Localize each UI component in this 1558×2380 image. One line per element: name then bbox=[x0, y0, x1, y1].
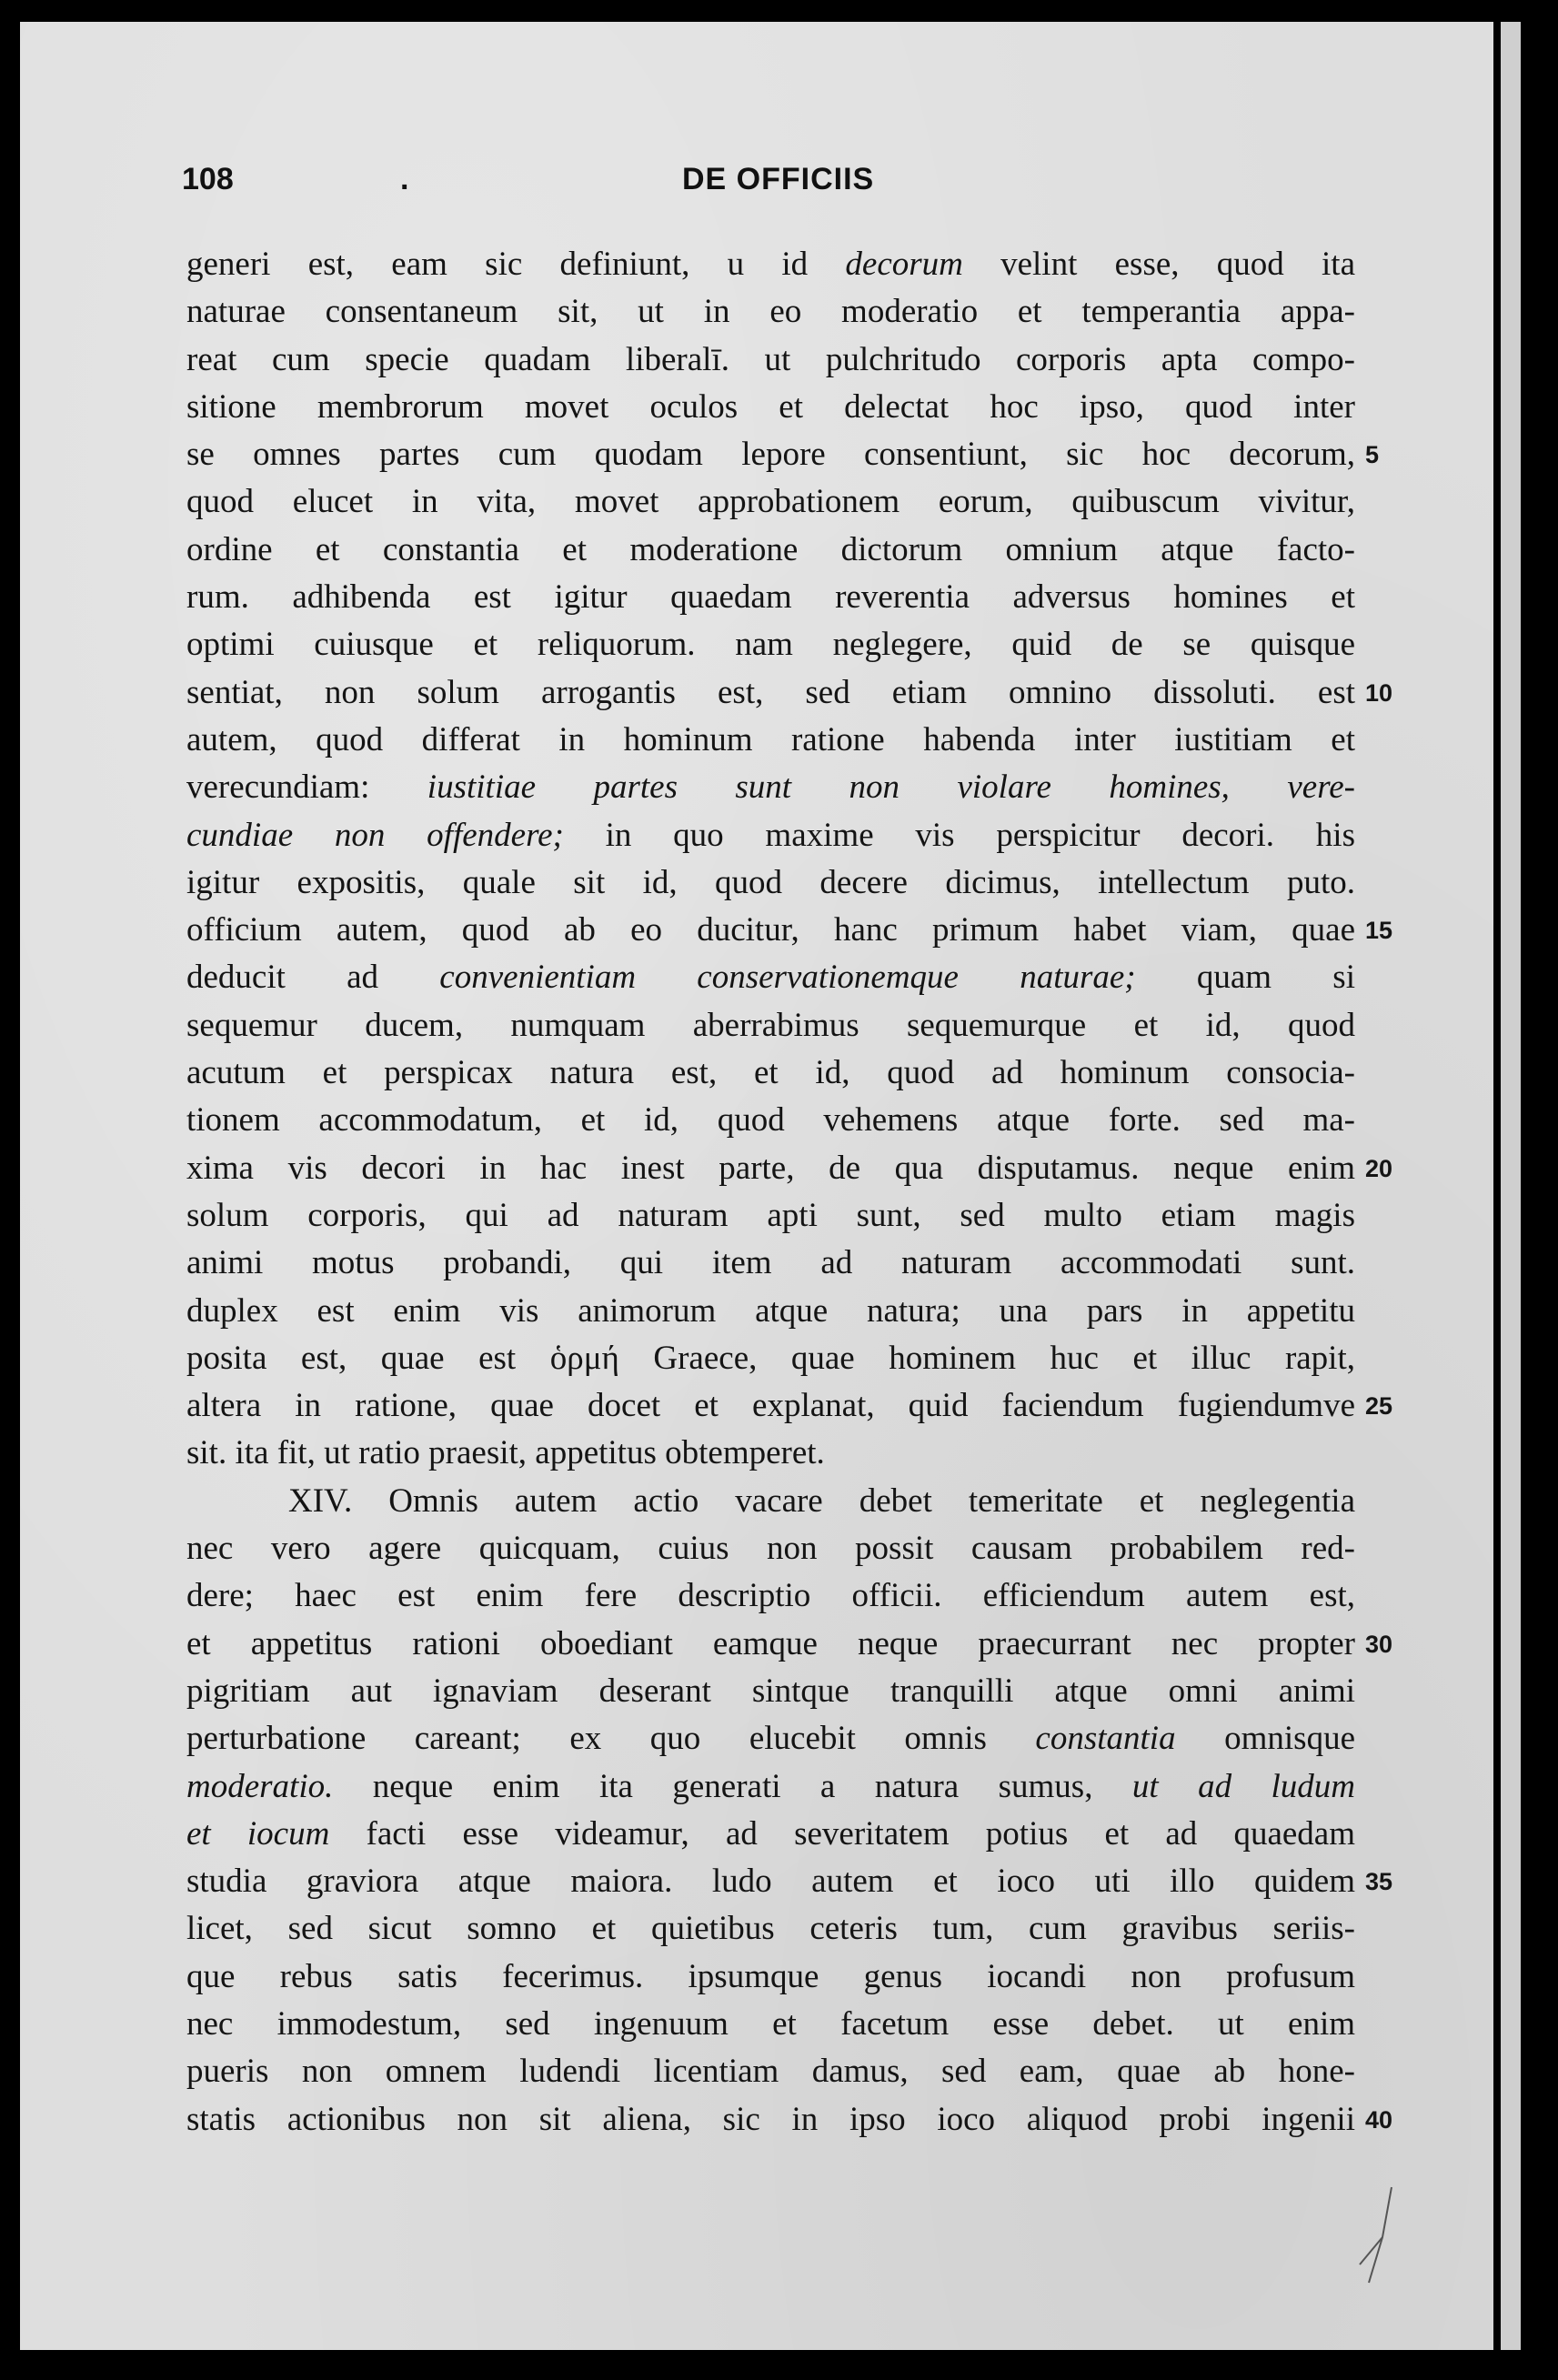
text-line bbox=[186, 2001, 1355, 2048]
text-line-content: XIV. Omnis autem actio vacare debet temeritate et neglegentia bbox=[288, 1481, 1355, 1520]
text-line bbox=[186, 1572, 1355, 1620]
text-line-content: posita est, quae est ὁρμή Graece, quae hominem huc et illuc rapit, bbox=[186, 1339, 1355, 1377]
text-line-content: acutum et perspicax natura est, et id, quod ad hominum consocia- bbox=[186, 1054, 1355, 1092]
text-line bbox=[186, 1763, 1355, 1811]
running-title: DE OFFICIIS bbox=[682, 162, 875, 196]
text-line-content: dere; haec est enim fere descriptio officii. efficiendum autem est, bbox=[186, 1577, 1355, 1615]
line-number: 5 bbox=[1365, 441, 1380, 469]
text-line-content: optimi cuiusque et reliquorum. nam neglegere, quid de se quisque bbox=[186, 626, 1355, 664]
text-line bbox=[186, 336, 1355, 384]
text-line bbox=[186, 1382, 1393, 1430]
text-line bbox=[186, 1049, 1355, 1097]
text-line-content: sentiat, non solum arrogantis est, sed etiam omnino dissoluti. est bbox=[186, 673, 1355, 711]
text-line-content: solum corporis, qui ad naturam apti sunt, sed multo etiam magis bbox=[186, 1196, 1355, 1234]
text-line bbox=[186, 1335, 1355, 1382]
text-line-content: pueris non omnem ludendi licentiam damus, sed eam, quae ab hone- bbox=[186, 2053, 1355, 2091]
text-line bbox=[186, 2096, 1393, 2144]
text-line-content: duplex est enim vis animorum atque natura; una pars in appetitu bbox=[186, 1291, 1355, 1330]
page-edge bbox=[1501, 22, 1521, 2350]
text-line bbox=[186, 764, 1355, 811]
line-number: 10 bbox=[1365, 678, 1393, 707]
text-line bbox=[186, 669, 1393, 717]
text-line bbox=[186, 907, 1393, 954]
text-line bbox=[186, 1192, 1355, 1240]
text-line-content: naturae consentaneum sit, ut in eo moderatio et temperantia appa- bbox=[186, 293, 1355, 331]
text-line bbox=[186, 1811, 1355, 1858]
text-line bbox=[186, 1430, 1355, 1477]
text-line-content: licet, sed sicut somno et quietibus ceteris tum, cum gravibus seriis- bbox=[186, 1910, 1355, 1948]
text-line-content: officium autem, quod ab eo ducitur, hanc primum habet viam, quae bbox=[186, 911, 1355, 949]
text-line bbox=[186, 2048, 1355, 2095]
text-line bbox=[186, 717, 1355, 764]
text-line-content: autem, quod differat in hominum ratione habenda inter iustitiam et bbox=[186, 720, 1355, 758]
text-line bbox=[186, 1240, 1355, 1287]
page-header bbox=[182, 162, 1346, 207]
text-line bbox=[186, 574, 1355, 621]
text-line-content: deducit ad convenientiam conservationemque naturae; quam si bbox=[186, 959, 1355, 997]
line-number: 25 bbox=[1365, 1392, 1393, 1421]
header-dot: . bbox=[400, 162, 409, 196]
text-line-content: ordine et constantia et moderatione dictorum omnium atque facto- bbox=[186, 530, 1355, 568]
text-line-content: pigritiam aut ignaviam deserant sintque tranquilli atque omni animi bbox=[186, 1672, 1355, 1710]
text-line bbox=[186, 1478, 1355, 1525]
text-line bbox=[186, 288, 1355, 336]
text-line-content: verecundiam: iustitiae partes sunt non violare homines, vere- bbox=[186, 768, 1355, 807]
text-line bbox=[186, 527, 1355, 574]
text-line bbox=[186, 1668, 1355, 1715]
text-line bbox=[186, 1858, 1393, 1905]
text-line-content: perturbatione careant; ex quo elucebit omnis constantia omnisque bbox=[186, 1720, 1355, 1758]
text-line bbox=[186, 859, 1355, 907]
text-line bbox=[186, 431, 1380, 478]
text-line bbox=[186, 954, 1355, 1001]
text-line bbox=[186, 1715, 1355, 1762]
text-line-content: reat cum specie quadam liberalī. ut pulchritudo corporis apta compo- bbox=[186, 340, 1355, 378]
text-line bbox=[186, 1525, 1355, 1572]
text-line bbox=[186, 1145, 1393, 1192]
text-line-content: generi est, eam sic definiunt, u id decorum velint esse, quod ita bbox=[186, 246, 1355, 283]
text-line-content: que rebus satis fecerimus. ipsumque genus iocandi non profusum bbox=[186, 1957, 1355, 1995]
page-number: 108 bbox=[182, 162, 234, 196]
body-text bbox=[186, 241, 1393, 2144]
line-number: 30 bbox=[1365, 1630, 1393, 1658]
text-line-content: et appetitus rationi oboediant eamque neque praecurrant nec propter bbox=[186, 1624, 1355, 1662]
text-line-content: sequemur ducem, numquam aberrabimus sequemurque et id, quod bbox=[186, 1006, 1355, 1044]
text-line-content: igitur expositis, quale sit id, quod decere dicimus, intellectum puto. bbox=[186, 863, 1355, 901]
text-line-content: cundiae non offendere; in quo maxime vis perspicitur decori. his bbox=[186, 816, 1355, 854]
text-line-content: sitione membrorum movet oculos et delectat hoc ipso, quod inter bbox=[186, 387, 1355, 426]
text-line-content: moderatio. neque enim ita generati a natura sumus, ut ad ludum bbox=[186, 1767, 1355, 1805]
text-line bbox=[186, 1097, 1355, 1144]
line-number: 20 bbox=[1365, 1154, 1393, 1182]
text-line-content: statis actionibus non sit aliena, sic in ipso ioco aliquod probi ingenii bbox=[186, 2100, 1355, 2138]
text-line-content: rum. adhibenda est igitur quaedam reverentia adversus homines et bbox=[186, 578, 1355, 617]
text-line bbox=[186, 1621, 1393, 1668]
line-number: 15 bbox=[1365, 917, 1393, 945]
text-line bbox=[186, 478, 1355, 526]
text-line-content: nec vero agere quicquam, cuius non possit causam probabilem red- bbox=[186, 1530, 1355, 1568]
text-line-content: altera in ratione, quae docet et explanat, quid faciendum fugiendumve bbox=[186, 1387, 1355, 1425]
text-line bbox=[186, 1288, 1355, 1335]
text-line bbox=[186, 1905, 1355, 1953]
text-line bbox=[186, 621, 1355, 668]
text-line bbox=[186, 1002, 1355, 1049]
text-line-content: xima vis decori in hac inest parte, de qua disputamus. neque enim bbox=[186, 1149, 1355, 1187]
pencil-mark bbox=[1355, 2183, 1410, 2292]
text-line bbox=[186, 241, 1355, 288]
text-line-content: studia graviora atque maiora. ludo autem et ioco uti illo quidem bbox=[186, 1863, 1355, 1901]
text-line-content: tionem accommodatum, et id, quod vehemens atque forte. sed ma- bbox=[186, 1101, 1355, 1140]
line-number: 40 bbox=[1365, 2105, 1393, 2134]
line-number: 35 bbox=[1365, 1868, 1393, 1896]
text-line bbox=[186, 812, 1355, 859]
text-line-content: quod elucet in vita, movet approbationem eorum, quibuscum vivitur, bbox=[186, 483, 1355, 521]
text-line bbox=[186, 1953, 1355, 2001]
text-line-content: animi motus probandi, qui item ad naturam accommodati sunt. bbox=[186, 1244, 1355, 1282]
text-line-content: nec immodestum, sed ingenuum et facetum esse debet. ut enim bbox=[186, 2004, 1355, 2043]
text-line bbox=[186, 384, 1355, 431]
text-line-content: se omnes partes cum quodam lepore consentiunt, sic hoc decorum, bbox=[186, 436, 1355, 474]
text-line-content: sit. ita fit, ut ratio praesit, appetitus obtemperet. bbox=[186, 1434, 825, 1472]
text-line-content: et iocum facti esse videamur, ad severitatem potius et ad quaedam bbox=[186, 1814, 1355, 1853]
